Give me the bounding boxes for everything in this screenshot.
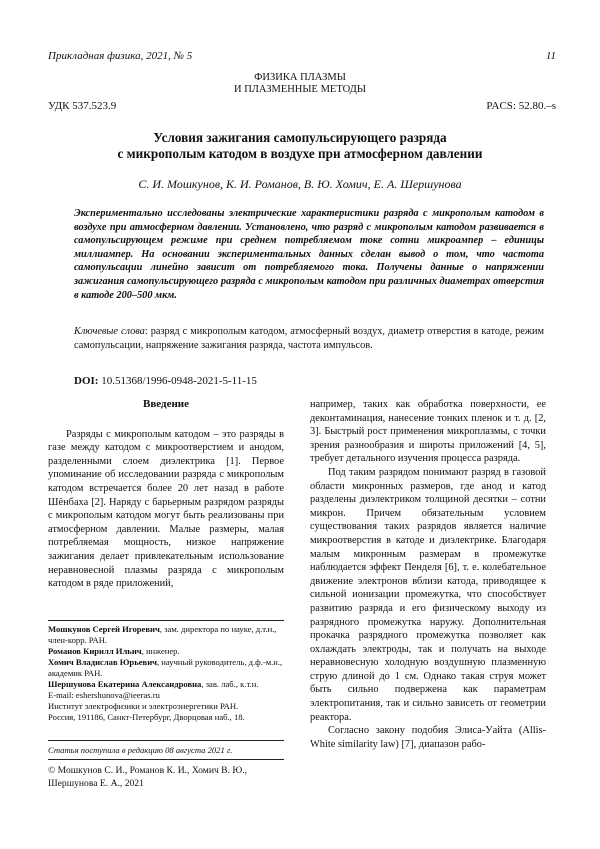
- article-title: [60, 130, 540, 162]
- affiliation-3-name: Хомич Владислав Юрьевич: [48, 657, 157, 667]
- doi-label: DOI:: [74, 375, 99, 387]
- authors: С. И. Мошкунов, К. И. Романов, В. Ю. Хомич, Е. А. Шершунова: [138, 177, 462, 191]
- affiliation-3-role: , научный руководитель, д.ф.-м.н., академик РАН.: [48, 657, 283, 678]
- doi[interactable]: [74, 375, 257, 387]
- right-column: [310, 398, 546, 751]
- affiliation-4-name: Шершунова Екатерина Александровна: [48, 679, 202, 689]
- author-affiliations: [48, 624, 284, 723]
- copyright-divider: [48, 759, 284, 760]
- affiliation-1-name: Мошкунов Сергей Игоревич: [48, 624, 160, 634]
- abstract: Экспериментально исследованы электрические характеристики разряда с микрополым катодом в воздухе при атмосферном давлении. Установлено, что разряд с микрополым катодом развивается в самопульсирующем режиме при среднем потребляемом токе сотни микроампер – единицы миллиампер. На основании экспериментальных данных сделан вывод о том, что частота самопульсации линейно зависит от потребляемого тока. Получены данные о напряжении зажигания самопульсирующего разряда с микрополым катодом при различных диаметрах отверстия в катоде 200–500 мкм.: [74, 208, 544, 301]
- section-line-2: И ПЛАЗМЕННЫЕ МЕТОДЫ: [233, 84, 366, 95]
- keywords: [74, 325, 544, 352]
- institute: Институт электрофизики и электроэнергетики РАН.: [48, 701, 239, 711]
- keywords-label: Ключевые слова: [74, 326, 145, 337]
- affiliation-2: [48, 646, 284, 657]
- affiliation-3: [48, 657, 284, 679]
- affiliation-4: [48, 679, 284, 690]
- intro-paragraph-continued: например, таких как обработка поверхности, ее деконтаминация, нанесение тонких пленок и т. д. [2, 3]. Быстрый рост применения микроплазмы, с точки зрения разнообразия и широты приложений [4, 5], требует детального изучения процесса разряда.: [310, 399, 546, 465]
- intro-paragraph-2: Под таким разрядом понимают разряд в газовой области микронных размеров, где анод и катод разделены диэлектриком толщиной десятки – сотни микрон. Причем обязательным условием существования таких разрядов является наличие микроотверстия в катоде и диэлектрике. Благодаря малым микронным размерам в промежутке наблюдается эффект Пенделя [6], т. е. колебательное движение электронов вблизи катода, приводящее к сильной ионизации промежутка, что способствует развитию разряда и его физическому выходу из разрядного промежутка наружу. Дополнительная прокачка разрядного промежутка позволяет как охлаждать электроды, так и получать на выходе неравновесную холодную воздушную плазменную струю длиной до 1 см. Однако такая струя может быть сильно подвержена как параметрам электропитания, так и сильно зависеть от геометрии реактора.: [310, 466, 546, 723]
- affiliation-1-role: , зам. директора по науке, д.т.н., член-корр. РАН.: [48, 624, 277, 645]
- received-divider: [48, 740, 284, 741]
- section-heading: [0, 72, 600, 96]
- keywords-text: : разряд с микрополым катодом, атмосферный воздух, диаметр отверстия в катоде, режим самопульсации, напряжение зажигания разряда, частота импульсов.: [74, 326, 544, 351]
- doi-value[interactable]: 10.51368/1996-0948-2021-5-11-15: [98, 375, 257, 387]
- left-column: [48, 398, 284, 591]
- affiliation-divider: [48, 620, 284, 621]
- copyright: © Мошкунов С. И., Романов К. И., Хомич В. Ю., Шершунова Е. А., 2021: [48, 765, 248, 789]
- title-line-2: с микрополым катодом в воздухе при атмосферном давлении: [117, 146, 483, 161]
- intro-paragraph-1: Разряды с микрополым катодом – это разряды в газе между катодом с микроотверстием и анодом, разделенными слоем диэлектрика [1]. Первое упоминание об исследовании разряда с микрополым катодом встречается более 20 лет назад в работе Шёнбаха [2]. Наряду с барьерным разрядом разряды с микрополым катодом могут быть реализованы при атмосферном давлении. Малые размеры, малая потребляемая мощность, низкое напряжение зажигания делает привлекательным использование неравновесной плазмы разряда с микрополым катодом в ряде приложений,: [48, 428, 284, 590]
- udk-code: УДК 537.523.9: [48, 100, 117, 112]
- intro-paragraph-3: Согласно закону подобия Элиса-Уайта (Allis-White similarity law) [7], диапазон рабо-: [310, 725, 546, 750]
- page-number: 11: [545, 50, 556, 62]
- intro-heading: Введение: [142, 398, 190, 410]
- section-line-1: ФИЗИКА ПЛАЗМЫ: [254, 72, 346, 83]
- journal-header: Прикладная физика, 2021, № 5: [48, 50, 193, 62]
- affiliation-2-role: , инженер.: [141, 646, 180, 656]
- address: Россия, 191186, Санкт-Петербург, Дворцовая наб., 18.: [48, 712, 245, 722]
- affiliation-2-name: Романов Кирилл Ильич: [48, 646, 142, 656]
- affiliation-1: [48, 624, 284, 646]
- email[interactable]: E-mail: eshershunova@ieeras.ru: [48, 690, 160, 700]
- received-date: Статья поступила в редакцию 08 августа 2021 г.: [48, 745, 233, 755]
- title-line-1: Условия зажигания самопульсирующего разряда: [153, 130, 447, 145]
- pacs-code: PACS: 52.80.–s: [486, 100, 556, 112]
- affiliation-4-role: , зав. лаб., к.т.н.: [201, 679, 259, 689]
